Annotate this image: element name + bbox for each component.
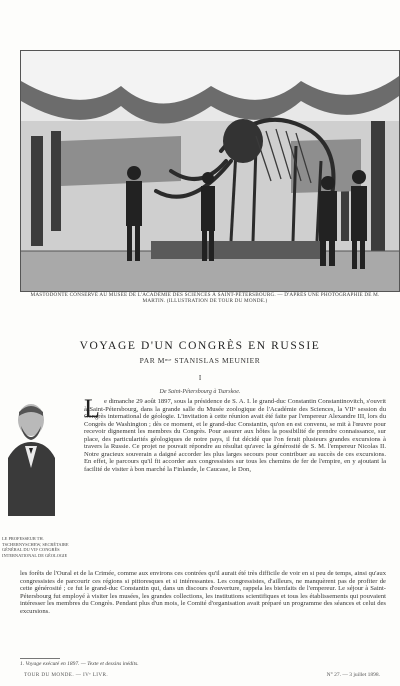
author-portrait [3, 398, 73, 516]
footer-issue: N° 27. — 3 juillet 1898. [326, 672, 380, 678]
footnote: 1. Voyage exécuté en 1897. — Texte et dessins inédits. [20, 661, 139, 667]
footnote-rule [20, 658, 60, 659]
engraving-drawing [21, 51, 399, 291]
article-paragraph-1: e dimanche 29 août 1897, sous la présidence de S. A. I. le grand-duc Constantin Constantinovitch, s'ouvrit à Saint-Pétersbourg, dans la grande salle du Musée zoologique de l'Académie des Sciences, la VIIᵉ session du Congrès international de géologie. L'invitation à cette réunion avait été faite par l'empereur Alexandre III, lors du Congrès de Washington ; dès ce moment, et le grand-duc Constantin, qu'on en est convenu, se mit à l'œuvre pour recevoir dignement les membres du Congrès. Pour assurer aux hôtes la possibilité de prendre connaissance, sur place, des particularités géologiques de notre pays, il fut décidé que l'on ferait plusieurs grandes excursions à travers la Russie. Ce projet ne pouvait répondre au résultat qu'avec la générosité de S. M. l'empereur Nicolas II. Notre gracieux souverain a daigné accorder les plus larges secours pour contribuer au succès de ces excursions. En effet, le parcours qu'il fit accorder aux congressistes sur tous les chemins de fer de l'empire, en y ajoutant la facilité de visiter à bon marché la Finlande, le Caucase, le Don, [84, 398, 386, 473]
section-number: I [198, 374, 202, 382]
section-subtitle: De Saint-Pétersbourg à Tsarskoe. [159, 389, 241, 395]
article-paragraph-2: les forêts de l'Oural et de la Crimée, comme aux environs ces contrées qu'il aurait été très difficile de voir en si peu de temps, ainsi qu'aux congressistes de parcourir ces régions si pittoresques et si intéressantes. Les congressistes, d'ailleurs, ne manquèrent pas de profiter de cette générosité ; ce fut le grand-duc Constantin qui, dans un discours d'ouverture, rappela les bienfaits de l'empereur. Le séjour à Saint-Pétersbourg fut employé à visiter les musées, les grandes collections, les institutions scientifiques et tous les établissements qui pouvaient intéresser les membres du Congrès. Pendant plus d'un mois, le Comité d'organisation avait préparé un programme des séances et celui des excursions. [20, 570, 386, 615]
portrait-drawing [3, 398, 73, 516]
portrait-caption: LE PROFESSEUR TH. TSCHERNYSCHEW, SECRÉTAIRE GÉNÉRAL DU VIIᵉ CONGRÈS INTERNATIONAL DE GÉOLOGIE [2, 536, 69, 558]
article-title: VOYAGE D'UN CONGRÈS EN RUSSIE [79, 340, 321, 352]
drop-capital: L [84, 394, 100, 423]
footer-publication: TOUR DU MONDE. — IVᵉ LIVR. [24, 672, 109, 678]
engraving-caption: MASTODONTE CONSERVÉ AU MUSÉE DE L'ACADÉMIE DES SCIENCES À SAINT-PÉTERSBOURG. — D'APRÈS UNE PHOTOGRAPHIE DE M. MARTIN. (ILLUSTRATION DE TOUR DU MONDE.) [30, 292, 380, 305]
article-byline: PAR Mᵐᵉ STANISLAS MEUNIER [139, 356, 261, 365]
mastodon-engraving [20, 50, 400, 292]
